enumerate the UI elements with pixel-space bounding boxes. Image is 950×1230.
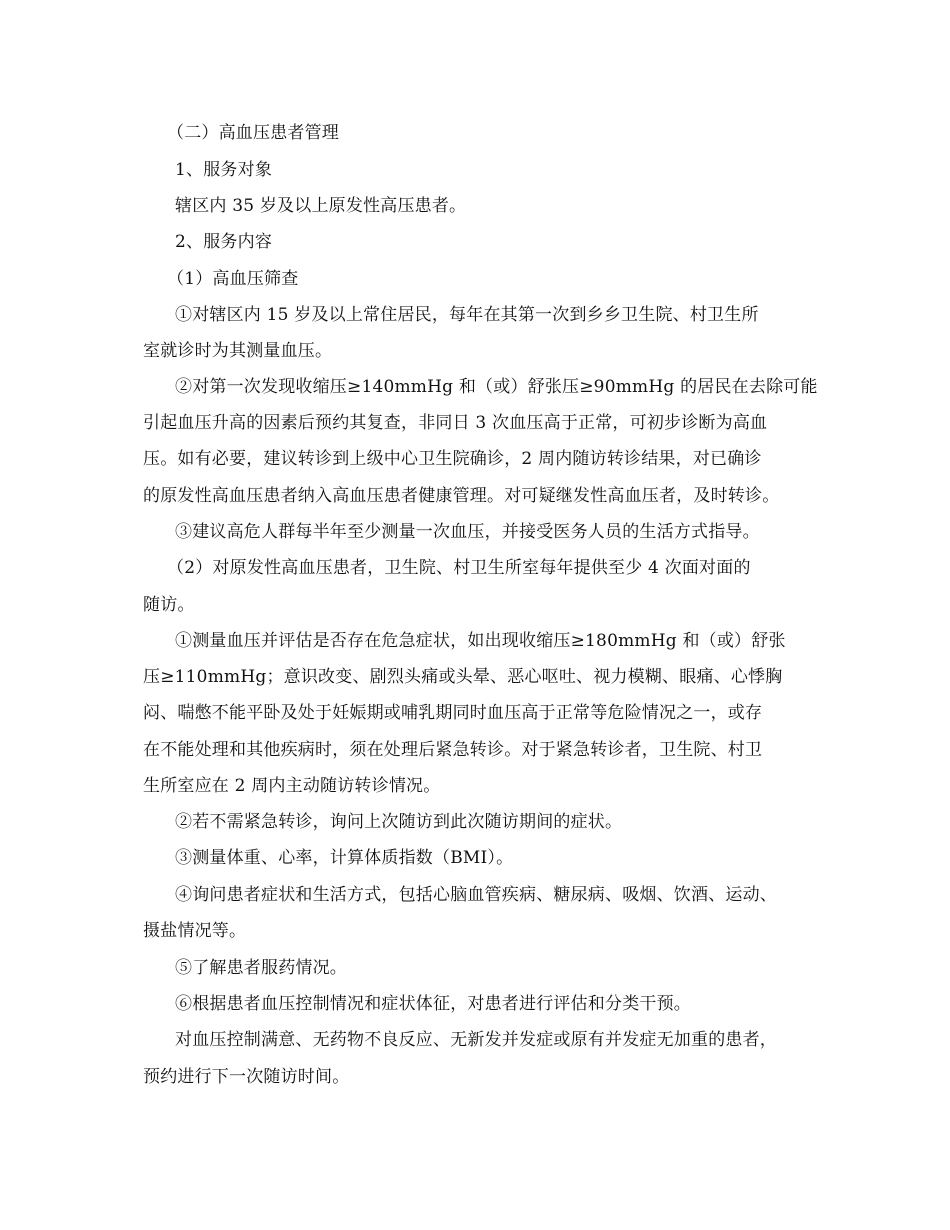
- screening-item-2-line-3: 压。如有必要，建议转诊到上级中心卫生院确诊，2 周内随访转诊结果，对已确诊: [143, 449, 762, 469]
- followup-item-1-line-5: 生所室应在 2 周内主动随访转诊情况。: [143, 776, 441, 796]
- followup-item-5: ⑤了解患者服药情况。: [175, 958, 347, 978]
- followup-item-1-line-1: ①测量血压并评估是否存在危急症状，如出现收缩压≥180mmHg 和（或）舒张: [175, 631, 786, 651]
- heading-service-target: 1、服务对象: [175, 160, 273, 180]
- subheading-screening: （1）高血压筛查: [167, 269, 299, 289]
- screening-item-2-line-4: 的原发性高血压患者纳入高血压患者健康管理。对可疑继发性高血压者，及时转诊。: [143, 486, 780, 506]
- followup-item-1-line-2: 压≥110mmHg；意识改变、剧烈头痛或头晕、恶心呕吐、视力模糊、眼痛、心悸胸: [143, 667, 783, 687]
- classification-paragraph-line-1: 对血压控制满意、无药物不良反应、无新发并发症或原有并发症无加重的患者，: [175, 1030, 777, 1050]
- classification-paragraph-line-2: 预约进行下一次随访时间。: [143, 1067, 350, 1087]
- screening-item-2-line-2: 引起血压升高的因素后预约其复查，非同日 3 次血压高于正常，可初步诊断为高血: [143, 413, 768, 433]
- paragraph-service-target: 辖区内 35 岁及以上原发性高压患者。: [175, 196, 467, 216]
- followup-item-4-line-2: 摄盐情况等。: [143, 921, 247, 941]
- followup-item-1-line-4: 在不能处理和其他疾病时，须在处理后紧急转诊。对于紧急转诊者，卫生院、村卫: [143, 740, 763, 760]
- heading-service-content: 2、服务内容: [175, 232, 273, 252]
- screening-item-3: ③建议高危人群每半年至少测量一次血压，并接受医务人员的生活方式指导。: [175, 522, 760, 542]
- screening-item-1-line-2: 室就诊时为其测量血压。: [143, 341, 333, 361]
- screening-item-2-line-1: ②对第一次发现收缩压≥140mmHg 和（或）舒张压≥90mmHg 的居民在去除可能: [175, 377, 818, 397]
- screening-item-1-line-1: ①对辖区内 15 岁及以上常住居民，每年在其第一次到乡乡卫生院、村卫生所: [175, 305, 759, 325]
- followup-item-2: ②若不需紧急转诊，询问上次随访到此次随访期间的症状。: [175, 812, 623, 832]
- followup-item-4-line-1: ④询问患者症状和生活方式，包括心脑血管疾病、糖尿病、吸烟、饮酒、运动、: [175, 885, 777, 905]
- subheading-followup-line-2: 随访。: [143, 595, 195, 615]
- section-heading: （二）高血压患者管理: [167, 123, 339, 143]
- followup-item-3: ③测量体重、心率，计算体质指数（BMI）。: [175, 848, 514, 868]
- followup-item-6: ⑥根据患者血压控制情况和症状体征，对患者进行评估和分类干预。: [175, 994, 691, 1014]
- followup-item-1-line-3: 闷、喘憋不能平卧及处于妊娠期或哺乳期同时血压高于正常等危险情况之一，或存: [143, 703, 763, 723]
- subheading-followup-line-1: （2）对原发性高血压患者，卫生院、村卫生所室每年提供至少 4 次面对面的: [167, 558, 751, 578]
